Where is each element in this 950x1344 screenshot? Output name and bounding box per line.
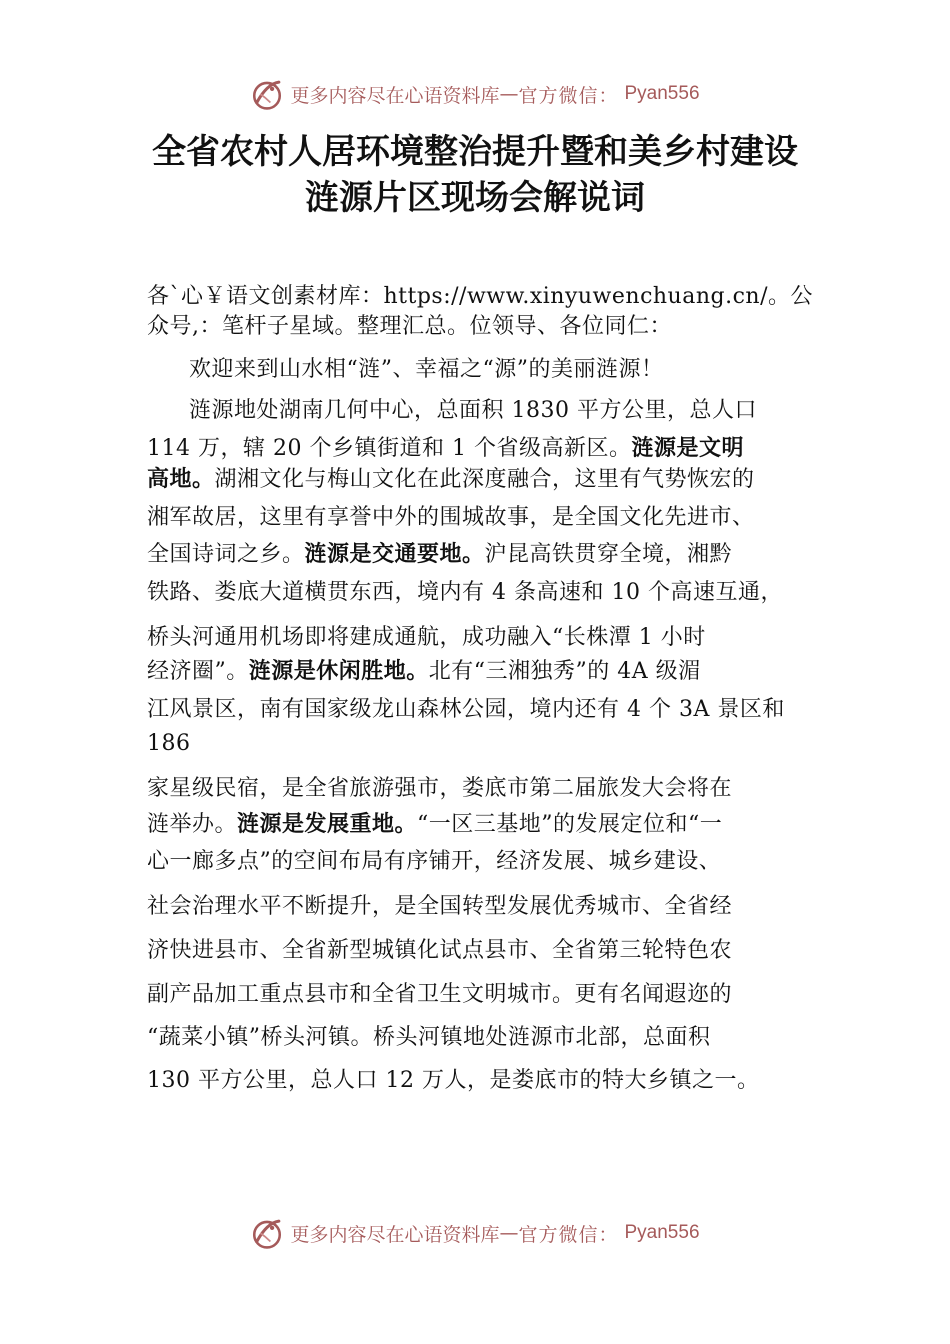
- document-title-line-2: 涟源片区现场会解说词: [305, 178, 645, 218]
- p1-line-3-text: 湖湘文化与梅山文化在此深度融合，这里有气势恢宏的: [214, 467, 755, 492]
- greeting-line-2: 众号,：笔杆子星域。整理汇总。位领导、各位同仁：: [147, 314, 672, 339]
- banner-wechat-id: Pyan556: [624, 1222, 700, 1243]
- p1-line-2: [147, 434, 744, 464]
- brush-logo-icon: [250, 1216, 284, 1250]
- p1-line-3: [147, 465, 755, 495]
- p2-line-4: 社会治理水平不断提升，是全国转型发展优秀城市、全省经: [147, 894, 733, 919]
- p2-line-8: 130 平方公里，总人口 12 万人，是娄底市的特大乡镇之一。: [147, 1068, 760, 1093]
- banner-wechat-label: 官方微信：: [518, 84, 619, 107]
- p1-line-8-text-a: 经济圈”。: [147, 659, 249, 684]
- header-watermark-banner: [0, 74, 950, 114]
- welcome-line: 欢迎来到山水相“涟”、幸福之“源”的美丽涟源！: [189, 357, 664, 382]
- p1-line-6: 铁路、娄底大道横贯东西，境内有 4 条高速和 10 个高速互通，: [147, 580, 783, 605]
- p2-line-6: 副产品加工重点县市和全省卫生文明城市。更有名闻遐迩的: [147, 982, 733, 1007]
- banner-dash: —: [499, 1222, 519, 1244]
- banner-dash: —: [499, 83, 519, 105]
- p1-line-10: 186: [147, 731, 191, 756]
- p1-line-5-text-c: 沪昆高铁贯穿全境，湘黔: [484, 542, 733, 567]
- p2-line-5: 济快进县市、全省新型城镇化试点县市、全省第三轮特色农: [147, 938, 733, 963]
- p1-line-8: [147, 657, 701, 687]
- greeting-line-1: 各`心￥语文创素材库：https://www.xinyuwenchuang.cn/。公: [147, 284, 813, 309]
- p2-line-1: 家星级民宿，是全省旅游强市，娄底市第二届旅发大会将在: [147, 776, 733, 801]
- banner-wechat-id: Pyan556: [624, 83, 700, 104]
- p2-line-7: “蔬菜小镇”桥头河镇。桥头河镇地处涟源市北部，总面积: [147, 1025, 711, 1050]
- p1-line-2-text: 114 万，辖 20 个乡镇街道和 1 个省级高新区。: [147, 436, 632, 461]
- banner-text: 更多内容尽在心语资料库: [290, 84, 500, 107]
- p1-line-8-text-c: 北有“三湘独秀”的 4A 级湄: [428, 659, 701, 684]
- bold-heading-culture-end: 高地。: [147, 467, 215, 492]
- p1-line-7: 桥头河通用机场即将建成通航，成功融入“长株潭 1 小时: [147, 625, 706, 650]
- p2-line-2: [147, 810, 722, 840]
- bold-heading-leisure: 涟源是休闲胜地。: [248, 659, 429, 684]
- banner-text: 更多内容尽在心语资料库: [290, 1223, 500, 1246]
- p1-line-5: [147, 540, 732, 570]
- brush-logo-icon: [250, 77, 284, 111]
- document-title-line-1: 全省农村人居环境整治提升暨和美乡村建设: [152, 132, 798, 172]
- p1-line-1: 涟源地处湖南几何中心，总面积 1830 平方公里，总人口: [189, 398, 757, 423]
- p1-line-9: 江风景区，南有国家级龙山森林公园，境内还有 4 个 3A 景区和: [147, 697, 785, 722]
- p2-line-3: 心一廊多点”的空间布局有序铺开，经济发展、城乡建设、: [147, 849, 722, 874]
- bold-heading-development: 涟源是发展重地。: [237, 812, 418, 837]
- p2-line-2-text-c: “一区三基地”的发展定位和“一: [417, 812, 723, 837]
- bold-heading-culture: 涟源是文明: [631, 436, 744, 461]
- p1-line-4: 湘军故居，这里有享誉中外的围城故事，是全国文化先进市、: [147, 505, 755, 530]
- p1-line-5-text-a: 全国诗词之乡。: [147, 542, 305, 567]
- p2-line-2-text-a: 涟举办。: [147, 812, 238, 837]
- footer-watermark-banner: [0, 1213, 950, 1253]
- banner-wechat-label: 官方微信：: [518, 1223, 619, 1246]
- bold-heading-transport: 涟源是交通要地。: [304, 542, 485, 567]
